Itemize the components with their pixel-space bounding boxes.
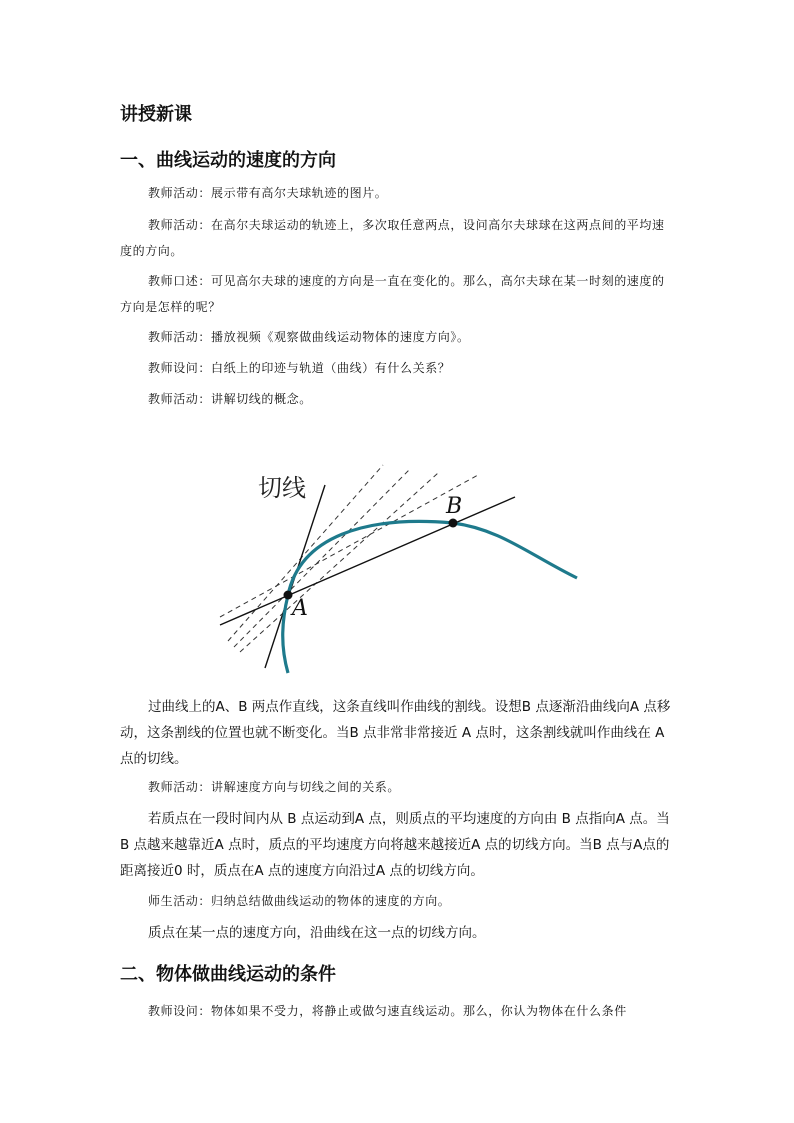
label-point-a: A <box>292 596 308 621</box>
section2-title: 二、物体做曲线运动的条件 <box>120 964 336 985</box>
paragraph-teacher-activity-2: 教师活动：在高尔夫球运动的轨迹上，多次取任意两点，设问高尔夫球球在这两点间的平均速度的方向。 <box>120 218 665 258</box>
paragraph-teacher-question-1: 教师设问：白纸上的印迹与轨道（曲线）有什么关系？ <box>148 361 451 375</box>
paragraph-teacher-activity-4: 教师活动：讲解切线的概念。 <box>148 392 312 406</box>
paragraph-teacher-activity-1: 教师活动：展示带有高尔夫球轨迹的图片。 <box>148 186 388 200</box>
tangent-secant-figure <box>200 455 600 685</box>
section1-title: 一、曲线运动的速度的方向 <box>120 150 336 171</box>
paragraph-teacher-question-2: 教师设问：物体如果不受力，将静止或做匀速直线运动。那么，你认为物体在什么条件 <box>148 1004 627 1018</box>
paragraph-teacher-student-activity: 师生活动：归纳总结做曲线运动的物体的速度的方向。 <box>148 894 451 908</box>
paragraph-secant-tangent-definition: 过曲线上的A、B 两点作直线，这条直线叫作曲线的割线。设想B 点逐渐沿曲线向A 点移动，这条割线的位置也就不断变化。当B 点非常非常接近 A 点时，这条割线就叫作曲线在 A 点的切线。 <box>120 699 671 767</box>
paragraph-average-velocity: 若质点在一段时间内从 B 点运动到A 点，则质点的平均速度的方向由 B 点指向A 点。当B 点越来越靠近A 点时，质点的平均速度方向将越来越接近A 点的切线方向。当B 点与A点的距离接近0 时，质点在A 点的速度方向沿过A 点的切线方向。 <box>120 811 670 879</box>
trajectory-curve <box>283 521 577 673</box>
label-tangent: 切线 <box>258 474 306 502</box>
point-b <box>449 519 458 528</box>
paragraph-teacher-activity-3: 教师活动：播放视频《观察做曲线运动物体的速度方向》。 <box>148 330 470 344</box>
paragraph-teacher-narration: 教师口述：可见高尔夫球的速度的方向是一直在变化的。那么，高尔夫球在某一时刻的速度的方向是怎样的呢？ <box>120 274 665 314</box>
paragraph-conclusion: 质点在某一点的速度方向，沿曲线在这一点的切线方向。 <box>148 925 486 941</box>
heading-main: 讲授新课 <box>120 104 192 125</box>
paragraph-teacher-activity-5: 教师活动：讲解速度方向与切线之间的关系。 <box>148 780 401 794</box>
label-point-b: B <box>446 494 463 519</box>
secant-line <box>220 497 515 625</box>
